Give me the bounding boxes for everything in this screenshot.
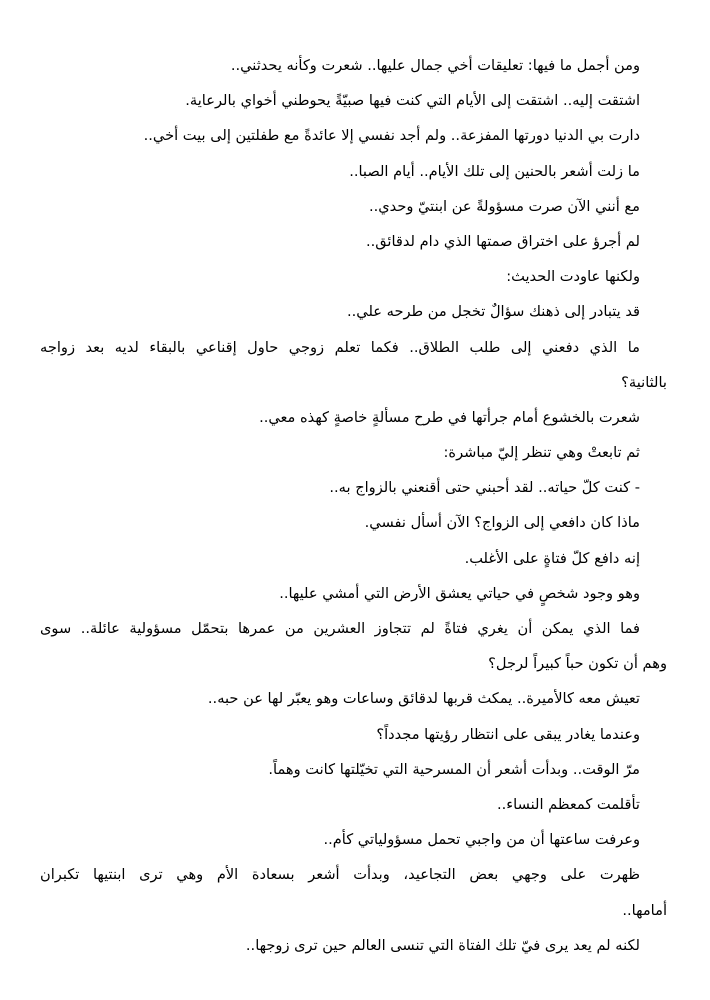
text-line: وعندما يغادر يبقى على انتظار رؤيتها مجدداً؟ — [376, 725, 640, 743]
paragraph — [40, 857, 667, 927]
text-line: ماذا كان دافعي إلى الزواج؟ الآن أسأل نفسي. — [364, 514, 640, 532]
text-line: وعرفت ساعتها أن من واجبي تحمل مسؤولياتي كأم.. — [323, 831, 640, 849]
paragraph — [40, 470, 667, 505]
text-line: ظهرت على وجهي بعض التجاعيد، وبدأت أشعر بسعادة الأم وهي ترى ابنتيها تكبران — [40, 866, 640, 884]
text-line: شعرت بالخشوع أمام جرأتها في طرح مسألةٍ خاصةٍ كهذه معي.. — [259, 408, 640, 426]
document-page — [40, 48, 667, 963]
text-line: إنه دافع كلّ فتاةٍ على الأغلب. — [464, 549, 640, 567]
text-line: أمامها.. — [622, 901, 667, 919]
text-line: قد يتبادر إلى ذهنك سؤالٌ تخجل من طرحه علي.. — [347, 303, 640, 321]
text-line: تعيش معه كالأميرة.. يمكث قربها لدقائق وساعات وهو يعبّر لها عن حبه.. — [207, 690, 640, 708]
paragraph — [40, 435, 667, 470]
paragraph — [40, 259, 667, 294]
text-line: مع أنني الآن صرت مسؤولةً عن ابنتيّ وحدي.. — [368, 197, 640, 215]
text-line: وهو وجود شخصٍ في حياتي يعشق الأرض التي أمشي عليها.. — [279, 584, 640, 602]
text-line: بالثانية؟ — [621, 373, 667, 391]
paragraph — [40, 505, 667, 540]
paragraph — [40, 928, 667, 963]
paragraph — [40, 224, 667, 259]
paragraph — [40, 541, 667, 576]
text-line: ما زلت أشعر بالحنين إلى تلك الأيام.. أيام الصبا.. — [349, 162, 640, 180]
text-line: - كنت كلّ حياته.. لقد أحبني حتى أقنعني بالزواج به.. — [329, 479, 640, 497]
paragraph — [40, 611, 667, 681]
paragraph — [40, 83, 667, 118]
paragraph — [40, 154, 667, 189]
text-line: مرّ الوقت.. وبدأت أشعر أن المسرحية التي تخيّلتها كانت وهماً. — [268, 760, 640, 778]
text-line: لم أجرؤ على اختراق صمتها الذي دام لدقائق.. — [365, 232, 640, 250]
text-line: ومن أجمل ما فيها: تعليقات أخي جمال عليها.. شعرت وكأنه يحدثني.. — [230, 57, 640, 74]
paragraph — [40, 681, 667, 716]
paragraph — [40, 189, 667, 224]
paragraph — [40, 48, 667, 83]
paragraph — [40, 787, 667, 822]
paragraph — [40, 576, 667, 611]
text-line: فما الذي يمكن أن يغري فتاةً لم تتجاوز العشرين من عمرها بتحمّل مسؤولية عائلة.. سوى — [40, 620, 640, 637]
paragraph — [40, 822, 667, 857]
paragraph — [40, 118, 667, 153]
text-line: ولكنها عاودت الحديث: — [506, 268, 640, 286]
paragraph — [40, 717, 667, 752]
text-line: اشتقت إليه.. اشتقت إلى الأيام التي كنت فيها صبيّةً يحوطني أخواي بالرعاية. — [185, 92, 640, 110]
paragraph — [40, 330, 667, 400]
text-line: لكنه لم يعد يرى فيّ تلك الفتاة التي تنسى العالم حين ترى زوجها.. — [245, 936, 640, 954]
paragraph — [40, 752, 667, 787]
paragraph — [40, 400, 667, 435]
text-line: ثم تابعتْ وهي تنظر إليّ مباشرة: — [443, 444, 640, 462]
paragraph — [40, 294, 667, 329]
text-line: ما الذي دفعني إلى طلب الطلاق.. فكما تعلم زوجي حاول إقناعي بالبقاء لديه بعد زواجه — [40, 338, 640, 356]
text-line: دارت بي الدنيا دورتها المفزعة.. ولم أجد نفسي إلا عائدةً مع طفلتين إلى بيت أخي.. — [143, 127, 640, 145]
text-line: وهم أن تكون حباً كبيراً لرجل؟ — [488, 655, 667, 673]
text-line: تأقلمت كمعظم النساء.. — [497, 795, 640, 813]
